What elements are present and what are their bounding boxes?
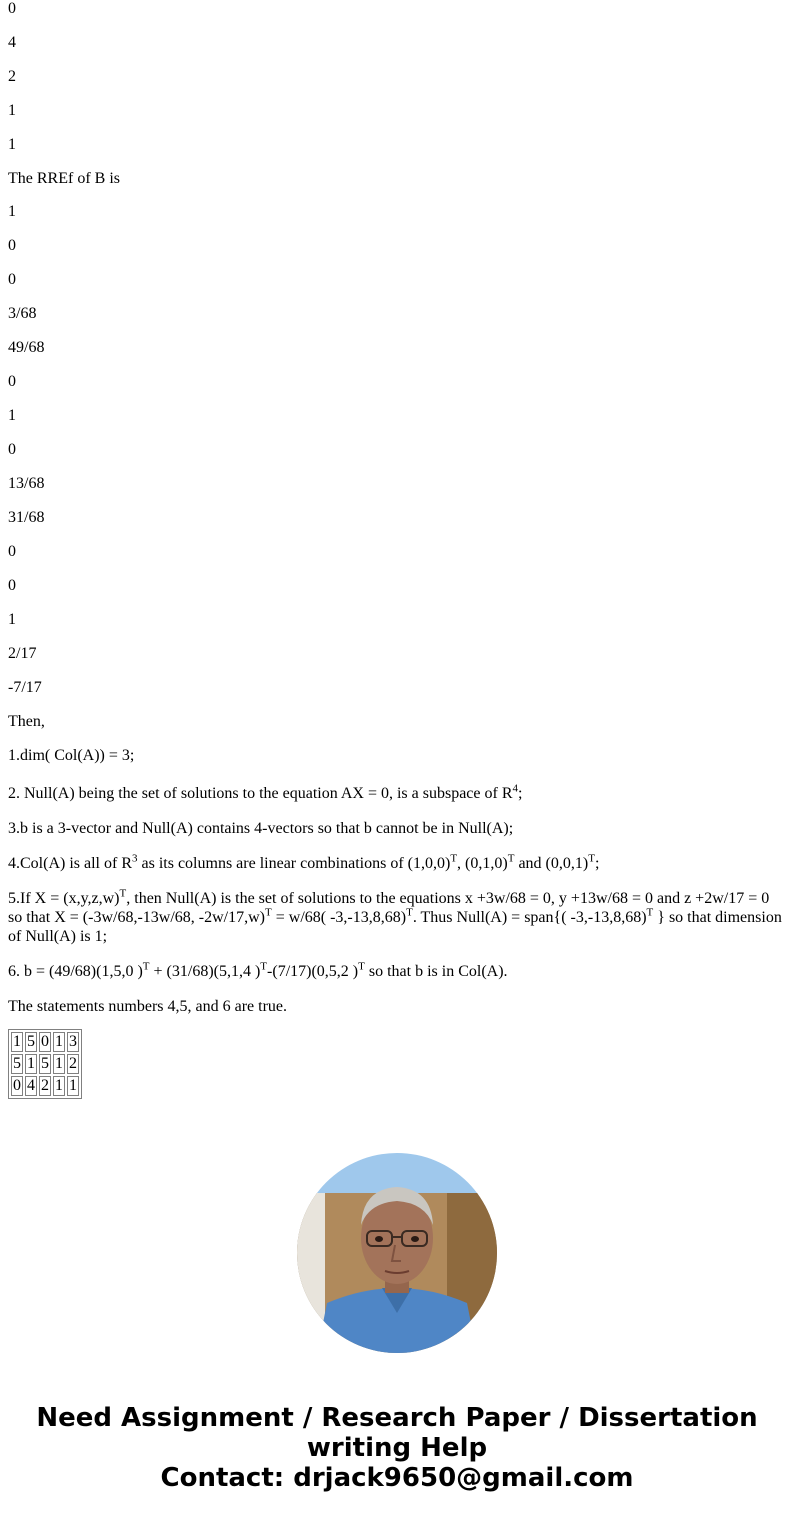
conclusion-text: The statements numbers 4,5, and 6 are true. [8,998,288,1015]
table-row [11,1076,79,1096]
promo-line-2: writing Help [306,1433,488,1463]
rref-value: 0 [8,271,16,288]
promo-contact: Contact: drjack9650@gmail.com [160,1463,634,1493]
table-cell: 1 [27,1055,35,1072]
number-item: 4 [8,34,16,51]
rref-value: 0 [8,373,16,390]
number-item: 2 [8,68,16,85]
statement-4: 4.Col(A) is all of $R^3$ as its columns are linear combinations of $(1,0,0)^T$, $(0,1,0)^T$ and $(0,0,1)^T$; [8,852,600,872]
table-cell: 4 [27,1077,35,1094]
rref-value: 0 [8,441,16,458]
rref-value: 0 [8,237,16,254]
statement-5: 5.If $X = (x,y,z,w)^T$, then Null(A) is the set of solutions to the equations x +3w/68 = 0, y +13w/68 = 0 and z +2w/17 = 0 so that X = (-3w/68,-13w/68, -2w/17,w)$^T$ = w/68( -3,-13,8,68)$^T$. Thus Null(A) = span{( -3,-13,8,68)$^T$ } so that dimension of Null(A) is 1; [8,887,782,945]
table-cell: 1 [55,1077,63,1094]
rref-value: 3/68 [8,305,37,322]
document-body [8,0,786,1099]
rref-value: 1 [8,611,16,628]
table-cell: 1 [55,1033,63,1050]
statement-2: 2. Null(A) being the set of solutions to the equation AX = 0, is a subspace of $R^4$; [8,782,523,802]
rref-value-list [8,202,786,712]
table-cell: 5 [13,1055,21,1072]
number-item: 0 [8,0,16,17]
author-photo [297,1153,497,1353]
statement-3: 3.b is a 3-vector and Null(A) contains 4-vectors so that b cannot be in Null(A); [8,820,514,837]
rref-value: -7/17 [8,679,42,696]
table-cell: 2 [69,1055,77,1072]
rref-value: 13/68 [8,475,45,492]
table-cell: 5 [27,1033,35,1050]
rref-value: 0 [8,577,16,594]
number-item: 1 [8,136,16,153]
statement-1: 1.dim( Col(A)) = 3; [8,747,135,764]
top-number-list [8,0,786,169]
table-cell: 5 [41,1055,49,1072]
table-row [11,1032,79,1052]
table-cell: 1 [55,1055,63,1072]
table-row [11,1054,79,1074]
rref-value: 1 [8,407,16,424]
rref-heading: The RREf of B is [8,170,120,187]
rref-value: 2/17 [8,645,37,662]
promo-line-1: Need Assignment / Research Paper / Dissertation [36,1403,758,1433]
promo-banner [0,1403,794,1493]
table-cell: 2 [41,1077,49,1094]
matrix-table [8,1029,82,1099]
table-cell: 0 [41,1033,49,1050]
table-cell: 3 [69,1033,77,1050]
table-cell: 1 [69,1077,77,1094]
portrait-illustration [297,1153,497,1353]
rref-value: 1 [8,203,16,220]
table-cell: 0 [13,1077,21,1094]
rref-value: 0 [8,543,16,560]
rref-value: 49/68 [8,339,45,356]
then-text: Then, [8,713,45,730]
statement-6: 6. b = (49/68)(1,5,0 )$^T$ + (31/68)(5,1,4 )$^T$-(7/17)(0,5,2 )$^T$ so that b is in Col(A). [8,960,508,980]
rref-value: 31/68 [8,509,45,526]
number-item: 1 [8,102,16,119]
table-cell: 1 [13,1033,21,1050]
